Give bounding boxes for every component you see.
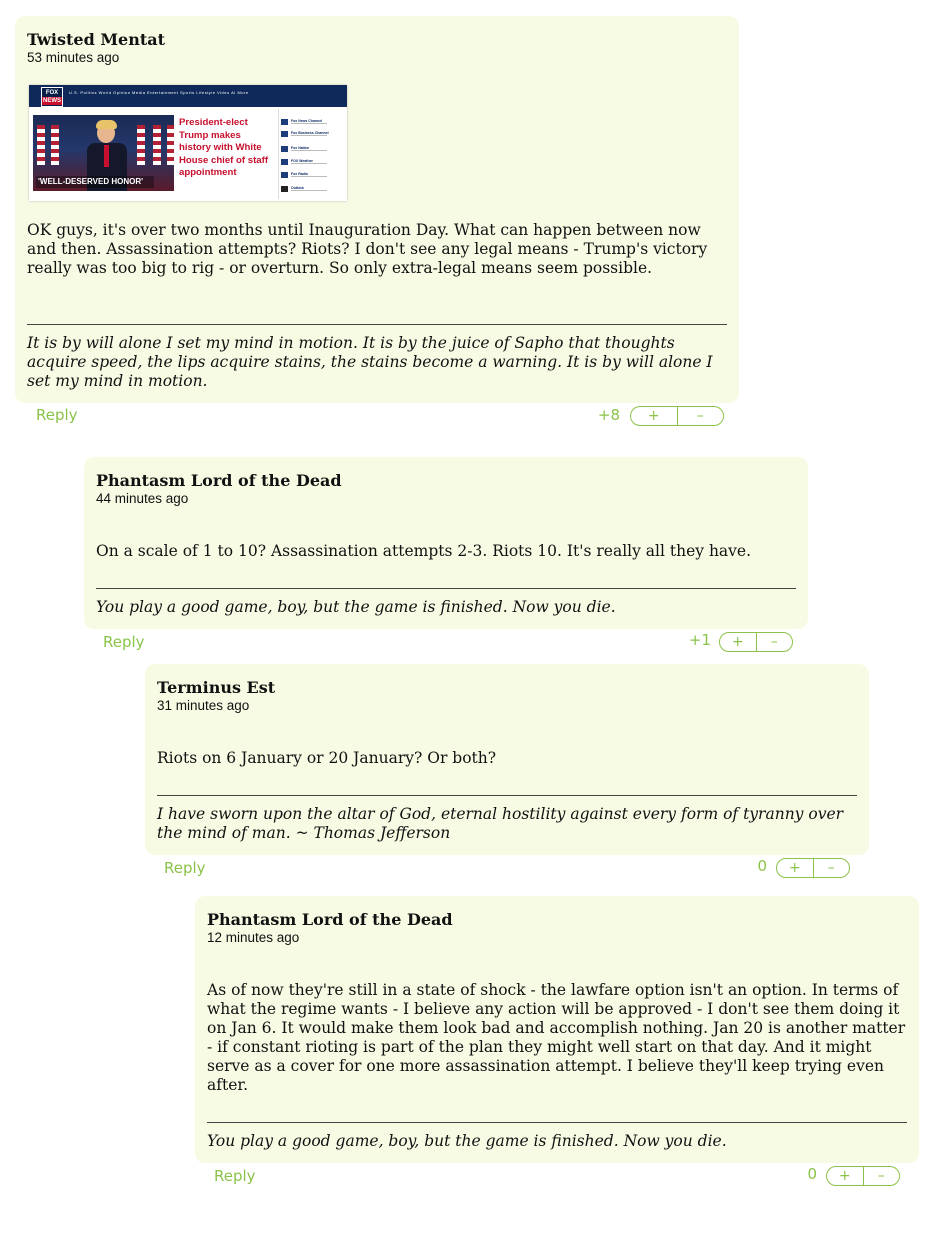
- vote-controls: [719, 632, 793, 652]
- comment-timestamp: 53 minutes ago: [27, 50, 120, 65]
- upvote-button[interactable]: +: [838, 1168, 851, 1184]
- comment-author[interactable]: Phantasm Lord of the Dead: [207, 910, 453, 929]
- news-photo: [33, 115, 174, 191]
- downvote-button[interactable]: –: [677, 407, 724, 425]
- downvote-button[interactable]: –: [756, 633, 793, 651]
- vote-score: +1: [688, 631, 711, 649]
- reply-button[interactable]: Reply: [164, 859, 206, 877]
- comment-body: OK guys, it's over two months until Inauguration Day. What can happen between now and then. Assassination attempts? Riots? I don't see any legal means - Trump's victory really was too big to rig - or overturn. So only extra-legal means seem possible.: [27, 221, 708, 277]
- downvote-button[interactable]: –: [813, 859, 850, 877]
- news-sidebar: Fox News Channel Fox Business Channel Fox Nation FOX Weather Fox Radio Outkick: [278, 109, 347, 199]
- reply-button[interactable]: Reply: [36, 406, 78, 424]
- news-site-header: [29, 85, 347, 107]
- vote-score: 0: [807, 1165, 817, 1183]
- comment-body: Riots on 6 January or 20 January? Or both?: [157, 749, 497, 767]
- comment-signature: You play a good game, boy, but the game is finished. Now you die.: [96, 598, 616, 616]
- news-headline: President-elect Trump makes history with White House chief of staff appointment: [179, 117, 269, 178]
- comment-signature: I have sworn upon the altar of God, eternal hostility against every form of tyranny over the mind of man. ~ Thomas Jefferson: [157, 805, 844, 842]
- photo-caption: 'WELL-DESERVED HONOR': [36, 176, 154, 188]
- comment-body: On a scale of 1 to 10? Assassination attempts 2-3. Riots 10. It's really all they have.: [96, 542, 752, 560]
- comment-body: As of now they're still in a state of shock - the lawfare option isn't an option. In terms of what the regime wants - I believe any action will be approved - I don't see them doing it on Jan 6. It would make them look bad and accomplish nothing. Jan 20 is another matter - if constant rioting is part of the plan they might well start on that day. And it might serve as a cover for one more assassination attempt. I believe they'll keep trying even after.: [207, 981, 906, 1094]
- reply-button[interactable]: Reply: [214, 1167, 256, 1185]
- news-site-nav: U.S. Politics World Opinion Media Entertainment Sports Lifestyle Video AI More: [69, 90, 249, 95]
- vote-score: 0: [757, 857, 767, 875]
- reply-button[interactable]: Reply: [103, 633, 145, 651]
- comment-timestamp: 31 minutes ago: [157, 698, 250, 713]
- vote-controls: [776, 858, 850, 878]
- news-screenshot-image[interactable]: [29, 85, 347, 201]
- comment-author[interactable]: Phantasm Lord of the Dead: [96, 471, 342, 490]
- vote-score: +8: [597, 406, 620, 424]
- comment-signature: It is by will alone I set my mind in motion. It is by the juice of Sapho that thoughts acquire speed, the lips acquire stains, the stains become a warning. It is by will alone I set my mind in motion.: [27, 334, 713, 390]
- downvote-button[interactable]: –: [863, 1167, 900, 1185]
- upvote-button[interactable]: +: [788, 860, 801, 876]
- signature-divider: [157, 795, 857, 796]
- vote-controls: [630, 406, 724, 426]
- signature-divider: [27, 324, 727, 325]
- comment-timestamp: 12 minutes ago: [207, 930, 300, 945]
- signature-divider: [96, 588, 796, 589]
- upvote-button[interactable]: +: [731, 634, 744, 650]
- fox-news-logo: FOX NEWS: [41, 87, 63, 107]
- comment-author[interactable]: Twisted Mentat: [27, 30, 166, 49]
- upvote-button[interactable]: +: [647, 408, 660, 424]
- signature-divider: [207, 1122, 907, 1123]
- comment-timestamp: 44 minutes ago: [96, 491, 189, 506]
- vote-controls: [826, 1166, 900, 1186]
- comment-signature: You play a good game, boy, but the game is finished. Now you die.: [207, 1132, 727, 1150]
- comment-author[interactable]: Terminus Est: [157, 678, 276, 697]
